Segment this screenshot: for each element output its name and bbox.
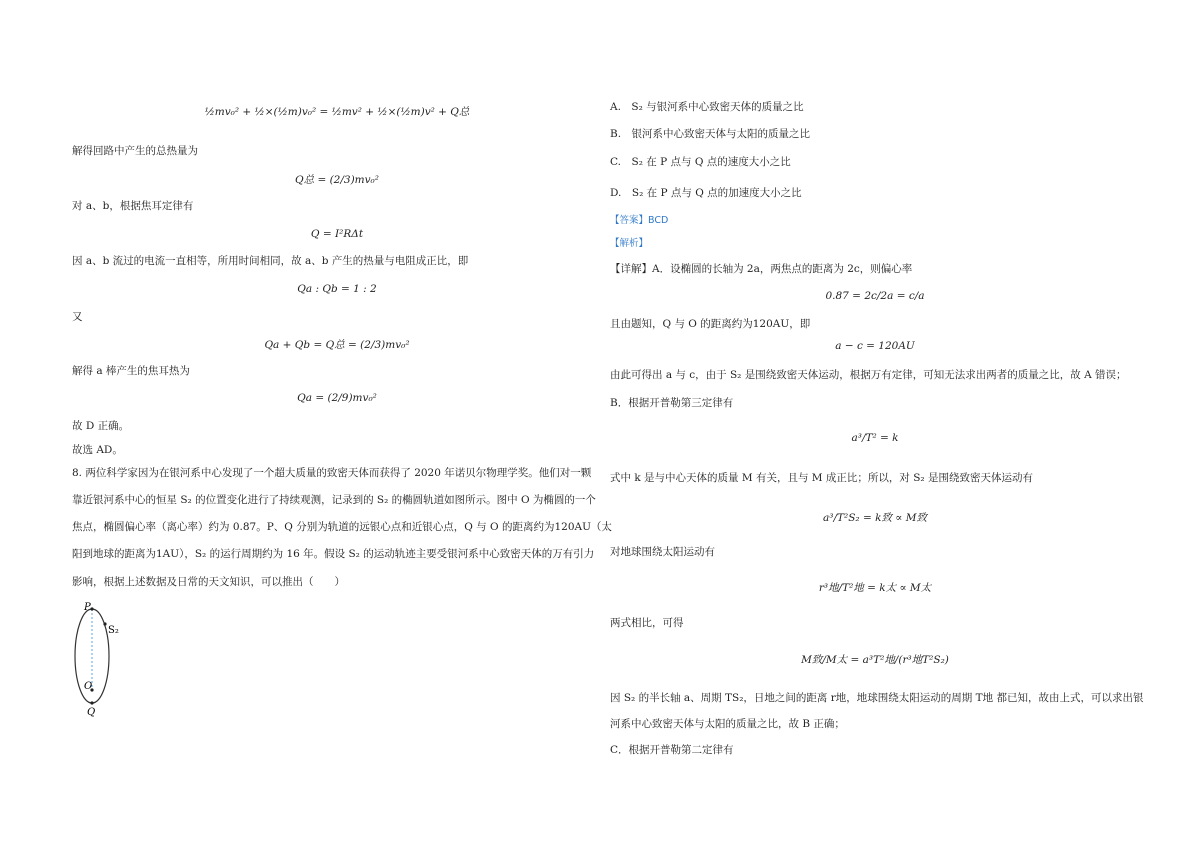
question-8-line: 8. 两位科学家因为在银河系中心发现了一个超大质量的致密天体而获得了 2020 年诺贝尔物理学奖。他们对一颗 — [72, 467, 592, 479]
text-line: 故选 AD。 — [72, 444, 123, 456]
label-s2: S₂ — [108, 625, 119, 636]
option-a: A. S₂ 与银河系中心致密天体的质量之比 — [610, 101, 804, 113]
question-8-line: 焦点，椭圆偏心率（离心率）约为 0.87。P、Q 分别为轨道的远银心点和近银心点，Q 与 O 的距离约为120AU（太 — [72, 521, 612, 533]
question-8-line: 影响，根据上述数据及日常的天文知识，可以推出（ ） — [72, 576, 345, 588]
question-8-line: 靠近银河系中心的恒星 S₂ 的位置变化进行了持续观测，记录到的 S₂ 的椭圆轨道如图所示。图中 O 为椭圆的一个 — [72, 494, 596, 506]
detail-line: 两式相比，可得 — [610, 617, 684, 629]
detail-line: 【详解】A．设椭圆的长轴为 2a，两焦点的距离为 2c，则偏心率 — [610, 263, 913, 275]
detail-line: 对地球围绕太阳运动有 — [610, 546, 715, 558]
question-8-line: 阳到地球的距离为1AU），S₂ 的运行周期约为 16 年。假设 S₂ 的运动轨迹主要受银河系中心致密天体的万有引力 — [72, 548, 595, 560]
detail-line: B．根据开普勒第三定律有 — [610, 397, 734, 409]
detail-line: C．根据开普勒第二定律有 — [610, 744, 734, 756]
option-b: B. 银河系中心致密天体与太阳的质量之比 — [610, 128, 811, 140]
label-o: O — [84, 681, 93, 692]
orbit-diagram — [72, 598, 152, 718]
earth-kepler-equation: r³地/T²地 = k太 ∝ M太 — [818, 582, 932, 594]
point-p-dot — [90, 607, 93, 610]
total-heat-equation: Q总 = (2/3)mv₀² — [295, 174, 379, 186]
text-line: 故 D 正确。 — [72, 420, 130, 432]
detail-line: 河系中心致密天体与太阳的质量之比，故 B 正确； — [610, 718, 845, 730]
mass-ratio-equation: M致/M太 = a³T²地/(r³地T²S₂) — [801, 654, 949, 666]
text-line: 因 a、b 流过的电流一直相等，所用时间相同，故 a、b 产生的热量与电阻成正比，即 — [72, 255, 469, 267]
point-s2-dot — [103, 622, 106, 625]
text-line: 解得 a 棒产生的焦耳热为 — [72, 365, 190, 377]
detail-line: 且由题知，Q 与 O 的距离约为120AU，即 — [610, 318, 811, 330]
s2-kepler-equation: a³/T²S₂ = k致 ∝ M致 — [823, 512, 927, 524]
heat-a-equation: Qa = (2/9)mv₀² — [297, 392, 377, 404]
detail-line: 由此可得出 a 与 c，由于 S₂ 是围绕致密天体运动，根据万有定律，可知无法求出两者的质量之比，故 A 错误； — [610, 369, 1127, 381]
text-line: 又 — [72, 311, 83, 323]
point-q-dot — [90, 701, 93, 704]
eccentricity-equation: 0.87 = 2c/2a = c/a — [825, 290, 925, 302]
option-d: D. S₂ 在 P 点与 Q 点的加速度大小之比 — [610, 187, 802, 199]
option-c: C. S₂ 在 P 点与 Q 点的速度大小之比 — [610, 156, 791, 168]
analysis-label: 【解析】 — [610, 238, 649, 249]
text-line: 对 a、b，根据焦耳定律有 — [72, 200, 194, 212]
kepler-third-law-equation: a³/T² = k — [851, 432, 899, 444]
label-p: P — [84, 602, 91, 613]
energy-equation: ½mv₀² + ½×(½m)v₀² = ½mv² + ½×(½m)v² + Q总 — [204, 106, 470, 118]
detail-line: 因 S₂ 的半长轴 a、周期 TS₂，日地之间的距离 r地，地球围绕太阳运动的周期 T地 都已知，故由上式，可以求出银 — [610, 692, 1144, 704]
label-q: Q — [87, 707, 96, 718]
heat-sum-equation: Qa + Qb = Q总 = (2/3)mv₀² — [264, 339, 410, 351]
heat-ratio-equation: Qa : Qb = 1 : 2 — [297, 283, 377, 295]
answer-label: 【答案】BCD — [610, 215, 669, 226]
detail-line: 式中 k 是与中心天体的质量 M 有关，且与 M 成正比；所以，对 S₂ 是围绕致密天体运动有 — [610, 472, 1033, 484]
distance-equation: a − c = 120AU — [835, 340, 915, 352]
text-line: 解得回路中产生的总热量为 — [72, 145, 198, 157]
joule-law-equation: Q = I²RΔt — [310, 228, 364, 240]
